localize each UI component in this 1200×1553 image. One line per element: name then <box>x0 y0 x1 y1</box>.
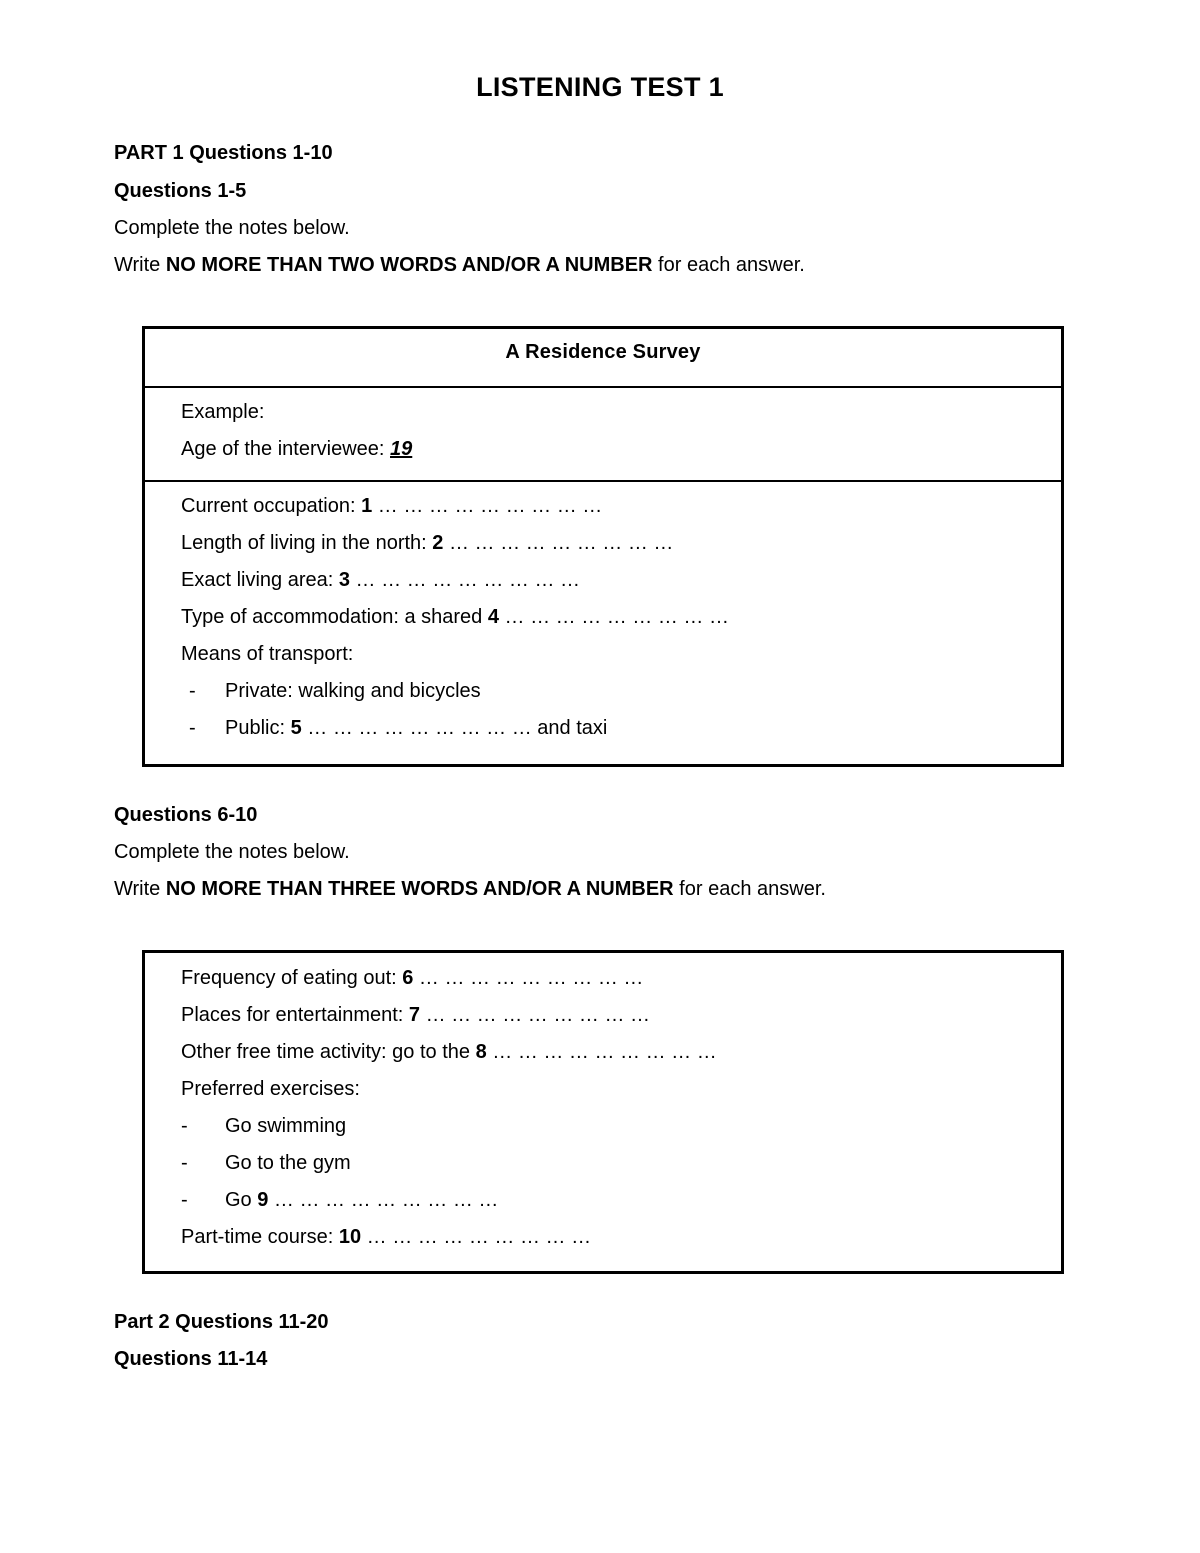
q1-5-instruction: Complete the notes below. <box>114 217 350 239</box>
question-label: Type of accommodation: a shared <box>181 606 488 628</box>
question-number: 4 <box>487 606 499 628</box>
q11-14-heading: Questions 11-14 <box>114 1348 268 1370</box>
answer-blank: … … … … … … … … … <box>268 1189 499 1211</box>
activities-table <box>142 950 1064 1274</box>
answer-blank: … … … … … … … … … <box>301 717 538 739</box>
question-1 <box>181 488 1061 525</box>
question-label: Length of living in the north: <box>181 532 433 554</box>
write-prefix: Write <box>114 878 166 900</box>
question-label: Public: <box>225 717 291 739</box>
transport-label: Means of transport: <box>181 643 354 665</box>
question-number: 2 <box>432 532 444 554</box>
answer-blank: … … … … … … … … … <box>372 495 603 517</box>
question-10 <box>181 1219 1061 1256</box>
exercise-swimming <box>181 1108 1061 1145</box>
question-8 <box>181 1034 1061 1071</box>
q6-10-instruction: Complete the notes below. <box>114 841 350 863</box>
answer-blank: … … … … … … … … … <box>443 532 674 554</box>
question-label: Places for entertainment: <box>181 1004 409 1026</box>
question-7 <box>181 997 1061 1034</box>
question-label: Go <box>225 1189 258 1211</box>
word-limit-bold: NO MORE THAN THREE WORDS AND/OR A NUMBER <box>165 878 674 900</box>
bullet-dash: - <box>181 1115 188 1137</box>
question-number: 9 <box>257 1189 269 1211</box>
private-transport-text: Private: walking and bicycles <box>225 680 481 702</box>
question-number: 8 <box>475 1041 487 1063</box>
question-number: 3 <box>338 569 350 591</box>
question-2 <box>181 525 1061 562</box>
answer-blank: … … … … … … … … … <box>349 569 580 591</box>
question-number: 6 <box>402 967 414 989</box>
bullet-dash: - <box>189 717 196 739</box>
question-9 <box>181 1182 1061 1219</box>
table-header: A Residence Survey <box>145 329 1061 388</box>
question-number: 10 <box>338 1226 362 1248</box>
example-answer: 19 <box>390 438 413 460</box>
question-label: Frequency of eating out: <box>181 967 403 989</box>
answer-blank: … … … … … … … … … <box>498 606 729 628</box>
questions-1-5-section <box>145 482 1061 747</box>
transport-private <box>181 673 1061 710</box>
answer-blank: … … … … … … … … … <box>413 967 644 989</box>
part1-heading: PART 1 Questions 1-10 <box>114 142 333 164</box>
question-number: 5 <box>290 717 302 739</box>
exercises-label: Preferred exercises: <box>181 1078 360 1100</box>
bullet-dash: - <box>189 680 196 702</box>
question-label: Part-time course: <box>181 1226 339 1248</box>
question-label: Exact living area: <box>181 569 339 591</box>
question-4 <box>181 599 1061 636</box>
word-limit-bold: NO MORE THAN TWO WORDS AND/OR A NUMBER <box>165 254 653 276</box>
example-question <box>181 431 1061 468</box>
part2-heading: Part 2 Questions 11-20 <box>114 1311 329 1333</box>
answer-blank: … … … … … … … … … <box>361 1226 592 1248</box>
exercise-text: Go to the gym <box>225 1152 351 1174</box>
example-label: Example: <box>181 401 265 423</box>
page-title: LISTENING TEST 1 <box>476 72 724 102</box>
question-6 <box>181 960 1061 997</box>
write-suffix: for each answer. <box>673 878 826 900</box>
write-suffix: for each answer. <box>652 254 805 276</box>
question-number: 7 <box>408 1004 421 1026</box>
q1-5-word-limit <box>114 254 805 277</box>
write-prefix: Write <box>114 254 166 276</box>
question-5 <box>181 710 1061 747</box>
q1-5-heading: Questions 1-5 <box>114 180 247 202</box>
q6-10-heading: Questions 6-10 <box>114 804 258 826</box>
exercise-gym <box>181 1145 1061 1182</box>
question-number: 1 <box>361 495 373 517</box>
public-transport-suffix: and taxi <box>537 717 608 739</box>
question-label: Other free time activity: go to the <box>181 1041 476 1063</box>
answer-blank: … … … … … … … … … <box>486 1041 717 1063</box>
answer-blank: … … … … … … … … … <box>420 1004 651 1026</box>
residence-survey-table <box>142 326 1064 767</box>
q6-10-word-limit <box>114 878 826 901</box>
example-section <box>145 388 1061 482</box>
bullet-dash: - <box>181 1152 188 1174</box>
bullet-dash: - <box>181 1189 188 1211</box>
exercise-text: Go swimming <box>225 1115 347 1137</box>
question-label: Current occupation: <box>181 495 362 517</box>
questions-6-10-section <box>145 953 1061 1256</box>
example-question-text: Age of the interviewee: <box>181 438 391 460</box>
question-3 <box>181 562 1061 599</box>
